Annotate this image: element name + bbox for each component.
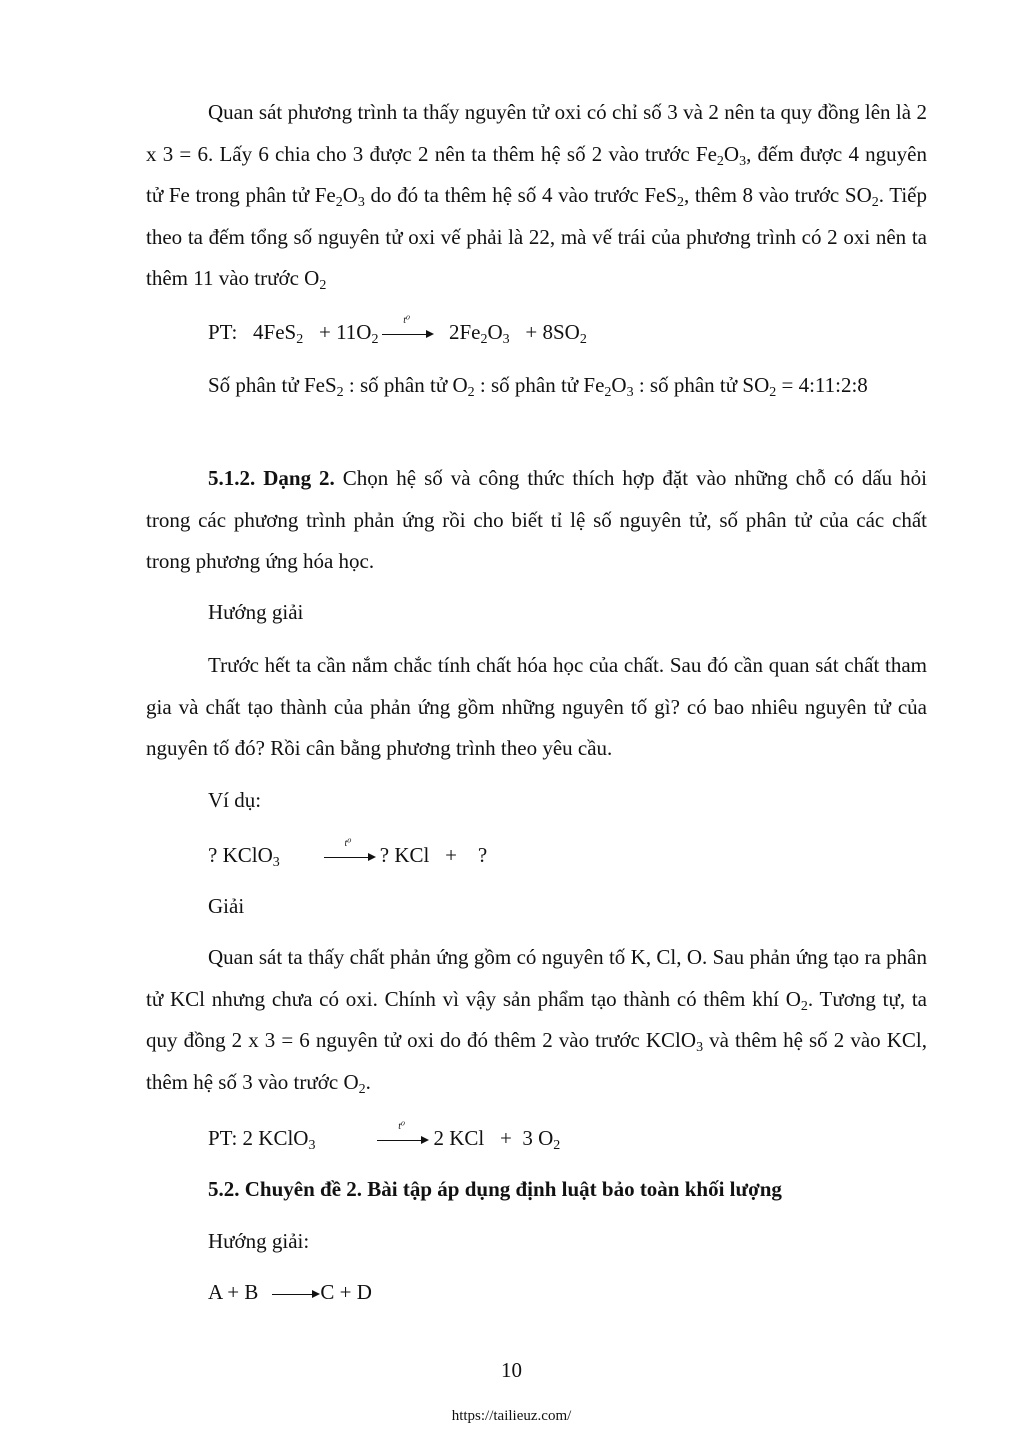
reaction-arrow: t⁰ (324, 850, 376, 864)
paragraph-truoc-het: Trước hết ta cần nắm chắc tính chất hóa học của chất. Sau đó cần quan sát chất tham gia và chất tạo thành của phản ứng gồm những nguyên tố gì? có bao nhiêu nguyên tử của nguyên tố đó? Rồi cân bằng phương trình theo yêu cầu. (146, 653, 927, 760)
equation-fes2: PT: $4FeS_2 + 11O_2$ t⁰ $2Fe_2O_3 + 8SO_2$ (208, 315, 587, 347)
paragraph-dang-2: 5.1.2. Dạng 2. Chọn hệ số và công thức thích hợp đặt vào những chỗ có dấu hỏi trong các phương trình phản ứng rồi cho biết tỉ lệ số nguyên tử, số phân tử của các chất trong phương ứng hóa học. (146, 466, 927, 573)
paragraph-ratio: Số phân tử FeS$_2$ : số phân tử $O_2$ : số phân tử $Fe_2O_3$ : số phân tử $SO_2$ = 4:11:2:8 (208, 373, 868, 400)
section-heading-5-2: 5.2. Chuyên đề 2. Bài tập áp dụng định luật bảo toàn khối lượng (208, 1177, 782, 1201)
equation-kclo3: PT: 2 KClO$_3$ t⁰ 2 KCl + 3 $O_2$ (208, 1121, 561, 1153)
page-number: 10 (501, 1358, 522, 1382)
paragraph-balancing-fes2: Quan sát phương trình ta thấy nguyên tử oxi có chỉ số 3 và 2 nên ta quy đồng lên là 2 x 3 = 6. Lấy 6 chia cho 3 được 2 nên ta thêm hệ số 2 vào trước $Fe_2O_3$, đếm được 4 nguyên tử Fe trong phân tử $Fe_2O_3$ do đó ta thêm hệ số 4 vào trước FeS$_2$, thêm 8 vào trước $SO_2$. Tiếp theo ta đếm tổng số nguyên tử oxi vế phải là 22, mà vế trái của phương trình có 2 oxi nên ta thêm 11 vào trước $O_2$ (146, 100, 927, 293)
footer-url: https://tailieuz.com/ (451, 1408, 572, 1424)
equation-general: A + B C + D (208, 1280, 372, 1304)
label-vi-du: Ví dụ: (208, 788, 262, 812)
label-huong-giai: Hướng giải (208, 600, 304, 624)
paragraph-kclo3: Quan sát ta thấy chất phản ứng gồm có nguyên tố K, Cl, O. Sau phản ứng tạo ra phân tử KCl nhưng chưa có oxi. Chính vì vậy sản phẩm tạo thành có thêm khí $O_2$. Tương tự, ta quy đồng 2 x 3 = 6 nguyên tử oxi do đó thêm 2 vào trước KClO$_3$ và thêm hệ số 2 vào KCl, thêm hệ số 3 vào trước $O_2$. (146, 945, 927, 1097)
label-huong-giai-2: Hướng giải: (208, 1229, 310, 1253)
reaction-arrow: t⁰ (382, 327, 434, 341)
reaction-arrow: t⁰ (377, 1133, 429, 1147)
label-giai: Giải (208, 894, 245, 918)
equation-example: ? KClO$_3$ t⁰ ? KCl + ? (208, 838, 488, 870)
section-heading-dang-2: 5.1.2. Dạng 2. (208, 466, 335, 490)
reaction-arrow (272, 1287, 320, 1301)
